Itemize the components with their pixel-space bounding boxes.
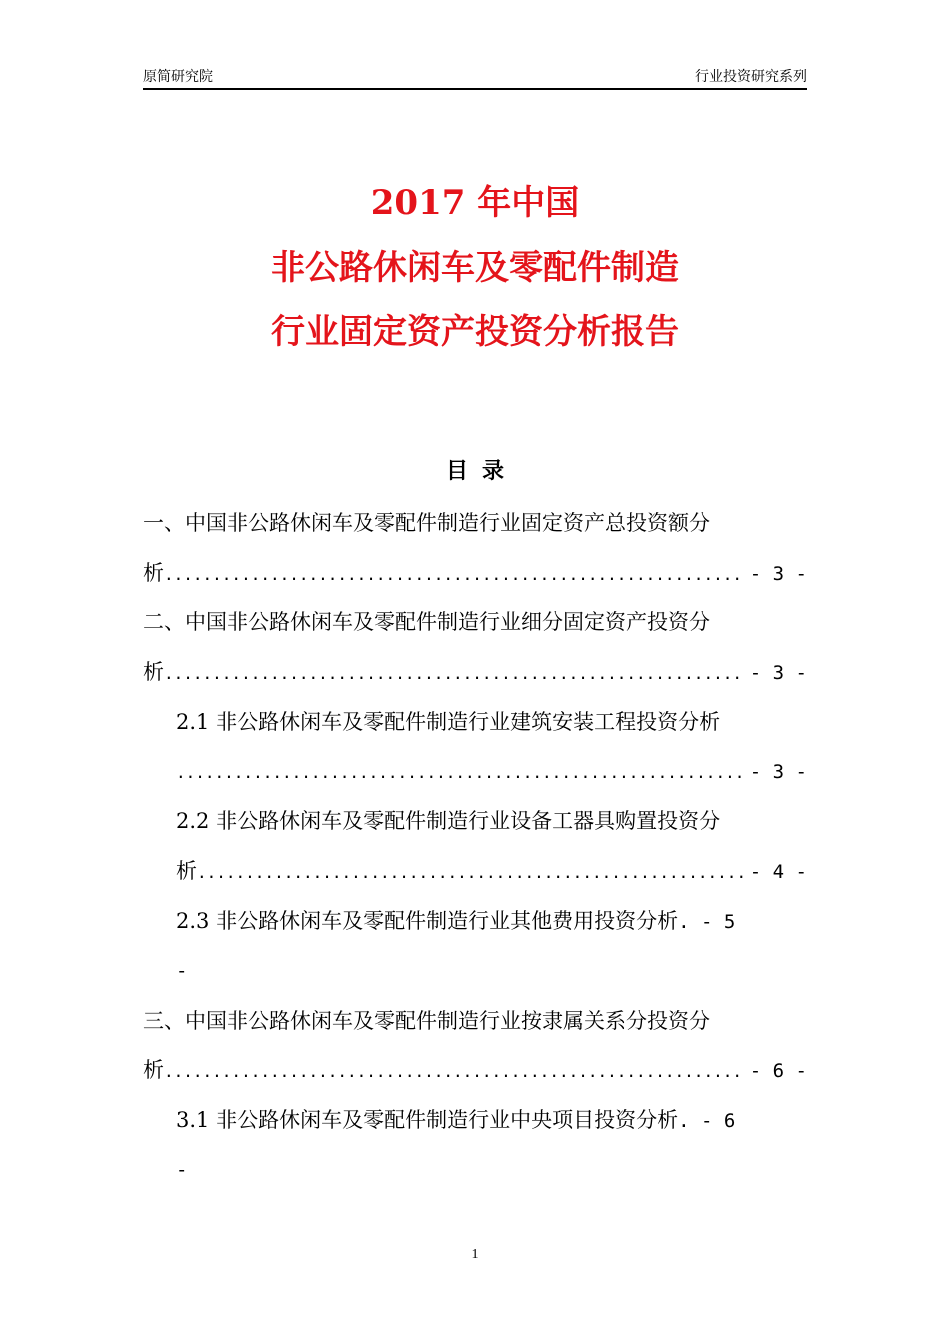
title-line-3: 行业固定资产投资分析报告	[271, 312, 679, 352]
toc-heading: 目录	[445, 458, 518, 484]
toc-entry-2-1-text[interactable]: 2.1 非公路休闲车及零配件制造行业建筑安装工程投资分析	[176, 710, 721, 734]
toc-entry-2-1-leader[interactable]	[176, 755, 807, 789]
toc-entry-3-1-label: 3.1 非公路休闲车及零配件制造行业中央项目投资分析	[176, 1108, 679, 1132]
toc-entry-2-text[interactable]: 二、中国非公路休闲车及零配件制造行业细分固定资产投资分	[143, 610, 710, 634]
header-rule	[143, 88, 807, 90]
toc-entry-2-2-text-cont: 析	[176, 859, 197, 883]
dot-leader	[164, 1055, 744, 1087]
toc-entry-3-page: - 6 -	[749, 1060, 807, 1082]
toc-entry-3-1-page: . - 6	[678, 1110, 736, 1132]
toc-entry-3-text-cont: 析	[143, 1058, 164, 1082]
toc-entry-2-3-page: . - 5	[678, 911, 736, 933]
toc-entry-2-2-text[interactable]: 2.2 非公路休闲车及零配件制造行业设备工器具购置投资分	[176, 809, 721, 833]
toc-entry-2-3-text[interactable]	[176, 904, 807, 938]
title-line-2: 非公路休闲车及零配件制造	[271, 248, 679, 288]
header-series: 行业投资研究系列	[695, 69, 807, 85]
toc-entry-2-2-leader[interactable]	[176, 854, 807, 888]
header-org: 原简研究院	[143, 69, 213, 85]
dot-leader	[176, 756, 744, 789]
title-line-1: 2017 年中国	[370, 183, 580, 223]
toc-entry-2-2-page: - 4 -	[749, 861, 807, 883]
toc-entry-2-1-page: - 3 -	[749, 761, 807, 783]
dot-leader	[164, 657, 744, 689]
toc-entry-3-leader[interactable]	[143, 1053, 807, 1087]
toc-entry-3-text[interactable]: 三、中国非公路休闲车及零配件制造行业按隶属关系分投资分	[143, 1009, 710, 1033]
toc-entry-2-text-cont: 析	[143, 660, 164, 684]
page-number: 1	[471, 1247, 479, 1262]
toc-entry-2-3-label: 2.3 非公路休闲车及零配件制造行业其他费用投资分析	[176, 909, 679, 933]
toc-entry-2-page: - 3 -	[749, 662, 807, 684]
toc-entry-3-1-text[interactable]	[176, 1103, 807, 1137]
toc-entry-1-text-cont: 析	[143, 561, 164, 585]
dot-leader	[164, 558, 744, 590]
toc-entry-1-text[interactable]: 一、中国非公路休闲车及零配件制造行业固定资产总投资额分	[143, 511, 710, 535]
toc-entry-2-leader[interactable]	[143, 655, 807, 689]
toc-entry-3-1-page-tail: -	[176, 1159, 188, 1181]
toc-entry-1-page: - 3 -	[749, 563, 807, 585]
toc-entry-2-3-page-tail: -	[176, 960, 188, 982]
dot-leader	[197, 856, 744, 888]
toc-entry-1-leader[interactable]	[143, 556, 807, 590]
